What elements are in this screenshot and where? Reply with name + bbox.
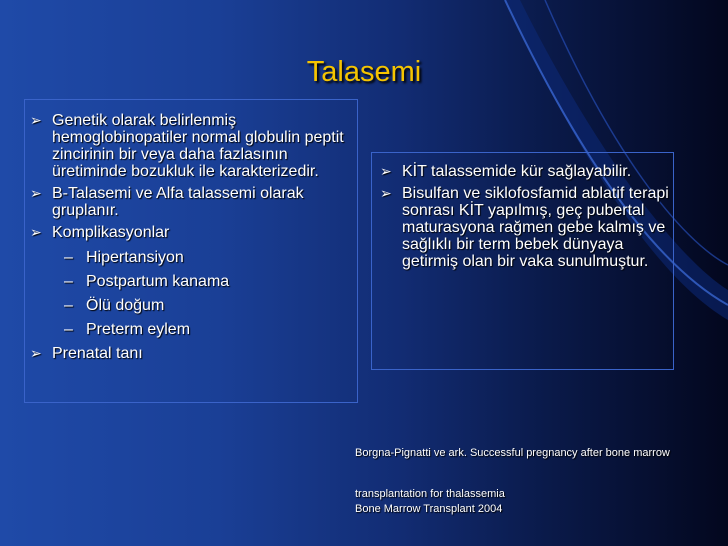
arrow-bullet-icon: ➢ [30, 345, 42, 361]
slide-title: Talasemi [306, 56, 422, 88]
bullet-text: B-Talasemi ve Alfa talassemi olarak gruplanır. [52, 185, 304, 219]
bullet-text: Bisulfan ve siklofosfamid ablatif terapi sonrası KİT yapılmış, geç pubertal maturasyona rağmen gebe kalmış ve sağlıklı bir term bebek dünyaya getirmiş olan bir vaka sunulmuştur. [402, 185, 669, 270]
dash-bullet-icon: – [64, 321, 73, 338]
dash-bullet-icon: – [64, 273, 73, 290]
list-item [28, 345, 350, 362]
arrow-bullet-icon: ➢ [380, 185, 392, 201]
dash-bullet-icon: – [64, 297, 73, 314]
reference-line-2: transplantation for thalassemia [355, 488, 505, 500]
sub-bullet-text: Preterm eylem [86, 321, 191, 338]
left-bullet-list [28, 112, 350, 367]
sub-bullet-text: Ölü doğum [86, 297, 165, 314]
list-item [378, 185, 674, 270]
arrow-bullet-icon: ➢ [30, 224, 42, 240]
bullet-text: KİT talassemide kür sağlayabilir. [402, 163, 632, 180]
reference-line-1: Borgna-Pignatti ve ark. Successful pregnancy after bone marrow [355, 447, 670, 459]
list-item [378, 163, 674, 180]
sub-bullet-text: Hipertansiyon [86, 249, 184, 266]
bullet-text: Prenatal tanı [52, 345, 143, 362]
arrow-bullet-icon: ➢ [380, 163, 392, 179]
bullet-text: Genetik olarak belirlenmiş hemoglobinopatiler normal globulin peptit zincirinin bir veya daha fazlasının üretiminde bozukluk ile karakterizedir. [52, 112, 344, 180]
sub-list-item [28, 297, 350, 315]
bullet-text: Komplikasyonlar [52, 224, 170, 241]
list-item [28, 185, 350, 219]
right-bullet-list [378, 163, 674, 275]
reference-line-3: Bone Marrow Transplant 2004 [355, 503, 503, 515]
sub-list-item [28, 273, 350, 291]
list-item [28, 224, 350, 241]
sub-list-item [28, 249, 350, 267]
arrow-bullet-icon: ➢ [30, 185, 42, 201]
arrow-bullet-icon: ➢ [30, 112, 42, 128]
dash-bullet-icon: – [64, 249, 73, 266]
sub-list-item [28, 321, 350, 339]
sub-bullet-text: Postpartum kanama [86, 273, 230, 290]
list-item [28, 112, 350, 180]
